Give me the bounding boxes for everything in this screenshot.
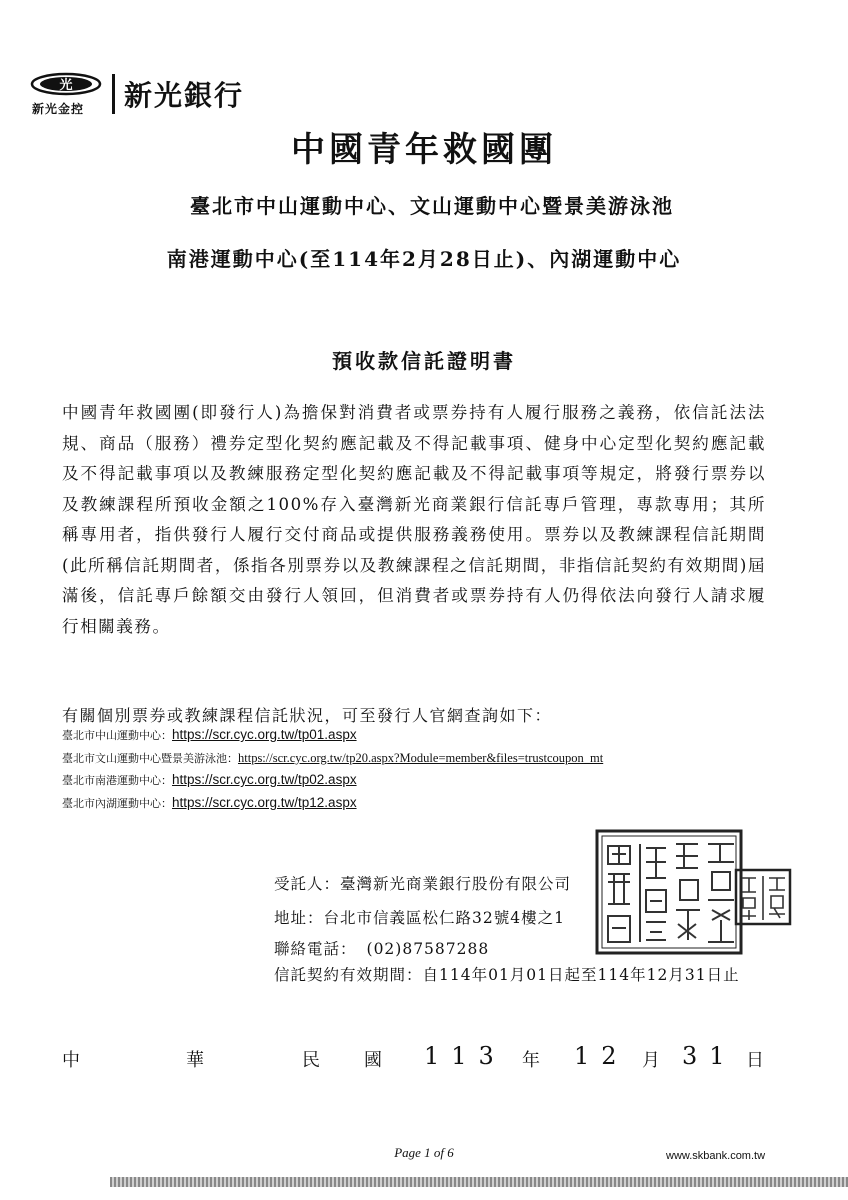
trust-period-line: 信託契約有效期間：自114年01月01日起至114年12月31日止: [274, 966, 740, 984]
link-row-zhongshan: [62, 727, 357, 743]
date-char: 華: [186, 1050, 204, 1071]
certificate-title: 預收款信託證明書: [332, 349, 516, 373]
address-line: 地址：台北市信義區松仁路32號4樓之1: [274, 909, 565, 927]
neihu-url-link[interactable]: https://scr.cyc.org.tw/tp12.aspx: [172, 795, 357, 810]
zhongshan-url-link[interactable]: https://scr.cyc.org.tw/tp01.aspx: [172, 727, 357, 742]
holding-company-name: 新光金控: [32, 102, 85, 116]
trustee-line: 受託人：臺灣新光商業銀行股份有限公司: [274, 875, 572, 893]
date-month-unit: 月: [642, 1050, 660, 1071]
date-char: 中: [62, 1050, 80, 1071]
date-year-unit: 年: [522, 1050, 540, 1071]
phone-number: (02)87587288: [366, 940, 490, 958]
body-paragraph: 中國青年救國團(即發行人)為擔保對消費者或票券持有人履行服務之義務，依信託法法規、商品（服務）禮券定型化契約應記載及不得記載事項、健身中心定型化契約應記載及不得記載事項以及教練服務定型化契約應記載及不得記載事項等規定，將發行票券以及教練課程所預收金額之100%存入臺灣新光商業銀行信託專戶管理，專款專用；其所稱專用者，指供發行人履行交付商品或提供服務義務使用。票券以及教練課程信託期間(此所稱信託期間者，係指各別票券以及教練課程之信託期間，非指信託契約有效期間)屆滿後，信託專戶餘額交由發行人領回，但消費者或票券持有人仍得依法向發行人請求履行相關義務。: [62, 403, 766, 636]
link-label: 臺北市內湖運動中心：: [62, 797, 172, 810]
date-char: 民: [302, 1050, 320, 1071]
link-row-nangang: [62, 772, 357, 788]
shin-kong-emblem-icon: [30, 72, 102, 96]
phone-line: [274, 937, 489, 959]
logo-emblem-text: 光: [59, 78, 73, 93]
logo-divider: [112, 74, 115, 114]
date-char: 國: [364, 1050, 382, 1071]
bank-website: www.skbank.com.tw: [666, 1150, 766, 1162]
subtitle-line-2: 南港運動中心(至114年2月28日止)、內湖運動中心: [166, 247, 682, 271]
scan-artifact-bar: [110, 1177, 848, 1187]
representative-seal-stamp: [734, 868, 792, 926]
link-label: 臺北市文山運動中心暨景美游泳池：: [62, 752, 238, 765]
query-intro: 有關個別票券或教練課程信託狀況，可至發行人官網查詢如下：: [62, 706, 553, 725]
link-row-neihu: [62, 795, 357, 811]
date-day: 31: [682, 1042, 737, 1070]
nangang-url-link[interactable]: https://scr.cyc.org.tw/tp02.aspx: [172, 772, 357, 787]
wenshan-url-link[interactable]: https://scr.cyc.org.tw/tp20.aspx?Module=member&files=trustcoupon_mt: [238, 751, 604, 765]
date-month: 12: [574, 1042, 629, 1070]
organization-title: 中國青年救國團: [291, 130, 557, 170]
page-number: Page 1 of 6: [394, 1145, 454, 1160]
link-row-wenshan: [62, 750, 603, 766]
link-label: 臺北市南港運動中心：: [62, 774, 172, 787]
subtitle-line-1: 臺北市中山運動中心、文山運動中心暨景美游泳池: [190, 194, 674, 218]
link-label: 臺北市中山運動中心：: [62, 729, 172, 742]
date-day-unit: 日: [746, 1050, 764, 1071]
bank-logo: [30, 70, 260, 120]
bank-name: 新光銀行: [124, 79, 245, 112]
bank-seal-stamp: [594, 828, 744, 956]
phone-label: 聯絡電話：: [274, 940, 357, 958]
date-year: 113: [424, 1042, 506, 1070]
